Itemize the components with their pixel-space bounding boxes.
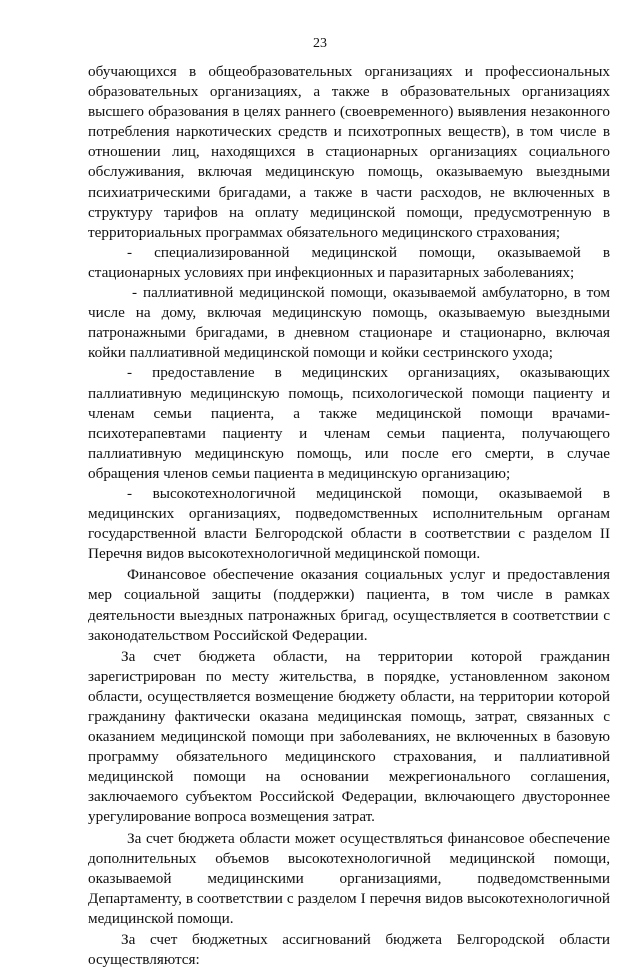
paragraph-reimbursement: За счет бюджета области, на территории которой гражданин зарегистрирован по месту жительства, в порядке, установленном законом области, осуществляется возмещение бюджету области, на территории которой гражданину фактически оказана медицинская помощь, затрат, связанных с оказанием медицинской помощи при заболеваниях, не включенных в базовую программу обязательного медицинского страхования, и паллиативной медицинской помощи на основании межрегионального соглашения, заключаемого субъектом Российской Федерации, включающего двустороннее урегулирование вопроса возмещения затрат. <box>88 647 610 826</box>
list-item-palliative-care: - паллиативной медицинской помощи, оказываемой амбулаторно, в том числе на дому, включая медицинскую помощь, оказываемую выездными патронажными бригадами, в дневном стационаре и стационарно, включая койки паллиативной медицинской помощи и койки сестринского ухода; <box>88 284 610 362</box>
list-item-high-tech-care: - высокотехнологичной медицинской помощи, оказываемой в медицинских организациях, подведомственных исполнительным органам государственной власти Белгородской области в соответствии с разделом II Перечня видов высокотехнологичной медицинской помощи. <box>88 484 610 563</box>
page-number: 23 <box>313 36 327 51</box>
list-item-psychological-help: - предоставление в медицинских организациях, оказывающих паллиативную медицинскую помощь, психологической помощи пациенту и членам семьи пациента, а также медицинской помощи врачами-психотерапевтами пациенту и членам семьи пациента, получающего паллиативную медицинскую помощь, или после его смерти, в случае обращения членов семьи пациента в медицинскую организацию; <box>88 364 610 482</box>
paragraph-additional-volumes: За счет бюджета области может осуществляться финансовое обеспечение дополнительных объемов высокотехнологичной медицинской помощи, оказываемой медицинскими организациями, подведомственными Департаменту, в соответствии с разделом I перечня видов высокотехнологичной медицинской помощи. <box>88 829 610 927</box>
paragraph-social-services: Финансовое обеспечение оказания социальных услуг и предоставления мер социальной защиты (поддержки) пациента, в том числе в рамках деятельности выездных патронажных бригад, осуществляется в соответствии с законодательством Российской Федерации. <box>88 566 610 644</box>
paragraph-budget-allocations: За счет бюджетных ассигнований бюджета Белгородской области осуществляются: <box>88 931 610 969</box>
paragraph-continuation: обучающихся в общеобразовательных организациях и профессиональных образовательных организациях, а также в образовательных организациях высшего образования в целях раннего (своевременного) выявления незаконного потребления наркотических средств и психотропных веществ), в том числе в отношении лиц, находящихся в стационарных организациях социального обслуживания, включая медицинскую помощь, оказываемую выездными психиатрическими бригадами, а также в части расходов, не включенных в структуру тарифов на оплату медицинской помощи, предусмотренную в территориальных программах обязательного медицинского страхования; <box>88 63 610 241</box>
list-item-specialized-care: - специализированной медицинской помощи, оказываемой в стационарных условиях при инфекционных и паразитарных заболеваниях; <box>88 243 610 281</box>
body-text <box>88 62 610 970</box>
